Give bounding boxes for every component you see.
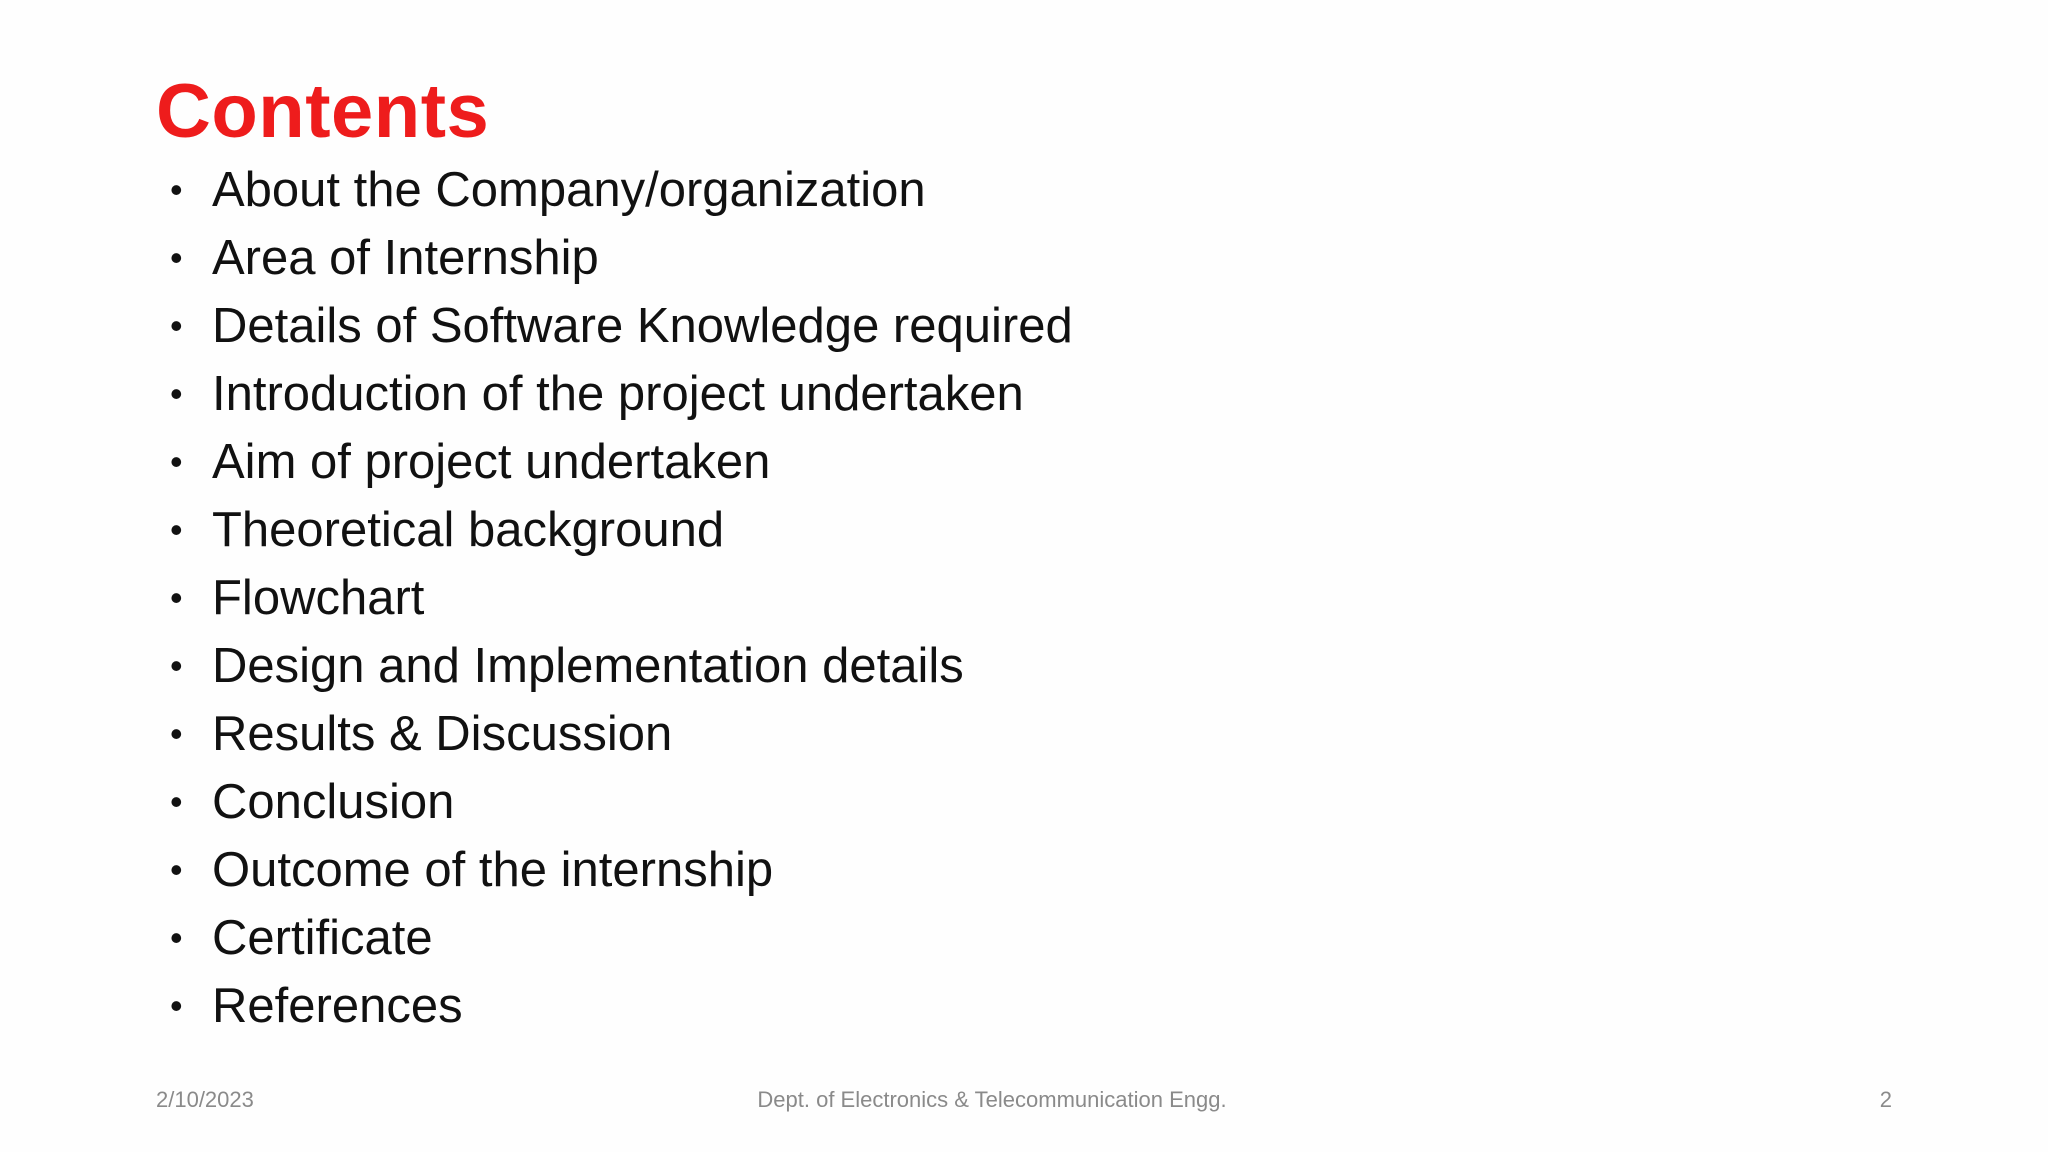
bullet-icon: • [170, 373, 183, 414]
slide-title: Contents [156, 69, 490, 154]
list-item [170, 428, 1073, 496]
bullet-icon: • [170, 713, 183, 754]
bullet-icon: • [170, 645, 183, 686]
list-item [170, 632, 1073, 700]
list-item [170, 156, 1073, 224]
list-item-label: Results & Discussion [212, 707, 673, 761]
contents-list [170, 156, 1073, 1040]
list-item-label: Details of Software Knowledge required [212, 299, 1073, 353]
list-item [170, 360, 1073, 428]
list-item-label: References [212, 979, 463, 1033]
list-item [170, 768, 1073, 836]
list-item [170, 292, 1073, 360]
bullet-icon: • [170, 577, 183, 618]
bullet-icon: • [170, 305, 183, 346]
bullet-icon: • [170, 985, 183, 1026]
slide-number: 2 [1879, 1087, 1892, 1112]
list-item [170, 700, 1073, 768]
list-item-label: Introduction of the project undertaken [212, 367, 1024, 421]
bullet-icon: • [170, 237, 183, 278]
list-item [170, 904, 1073, 972]
bullet-icon: • [170, 169, 183, 210]
footer-date: 2/10/2023 [156, 1087, 254, 1112]
list-item-label: Aim of project undertaken [212, 435, 771, 489]
list-item-label: Design and Implementation details [212, 639, 964, 693]
list-item [170, 836, 1073, 904]
list-item-label: Flowchart [212, 571, 425, 625]
bullet-icon: • [170, 509, 183, 550]
list-item [170, 564, 1073, 632]
list-item-label: Area of Internship [212, 231, 599, 285]
list-item-label: Theoretical background [212, 503, 725, 557]
bullet-icon: • [170, 917, 183, 958]
bullet-icon: • [170, 781, 183, 822]
list-item-label: Outcome of the internship [212, 843, 774, 897]
bullet-icon: • [170, 441, 183, 482]
bullet-icon: • [170, 849, 183, 890]
list-item-label: About the Company/organization [212, 163, 926, 217]
list-item-label: Conclusion [212, 775, 455, 829]
list-item [170, 972, 1073, 1040]
list-item [170, 224, 1073, 292]
footer-department: Dept. of Electronics & Telecommunication Engg. [757, 1087, 1227, 1112]
list-item-label: Certificate [212, 911, 433, 965]
list-item [170, 496, 1073, 564]
